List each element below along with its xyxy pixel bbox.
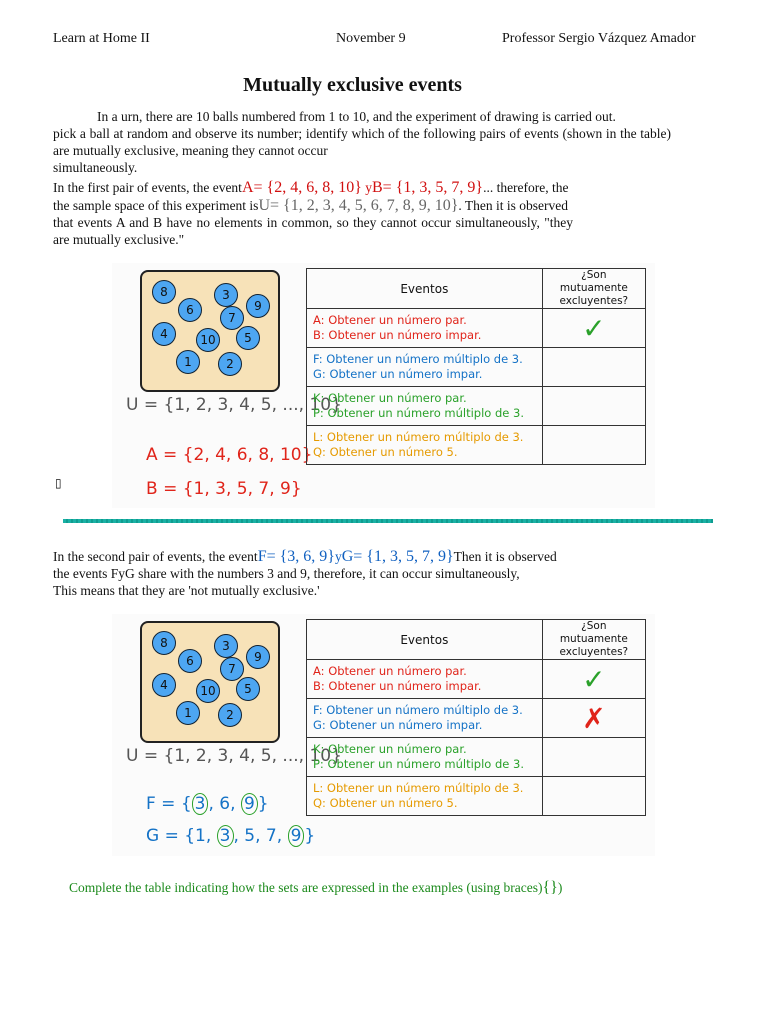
ball: 5 — [236, 677, 260, 701]
header-professor: Professor Sergio Vázquez Amador — [502, 31, 696, 46]
ball: 1 — [176, 701, 200, 725]
ball: 4 — [152, 673, 176, 697]
highlight-3: 3 — [217, 825, 234, 847]
para1-sample-space: the sample space of this experiment is — [53, 198, 259, 213]
set-a-inline: A= {2, 4, 6, 8, 10} — [241, 179, 362, 196]
event-cell: K: Obtener un número par. P: Obtener un número múltiplo de 3. — [307, 387, 543, 426]
set-u-figure: U = {1, 2, 3, 4, 5, ..., 10} — [126, 395, 342, 415]
intro-line-3: simultaneously. — [53, 160, 138, 175]
events-table-1 — [306, 268, 646, 465]
intro-line-1: In a urn, there are 10 balls numbered from 1 to 10, and the experiment of drawing is carried out. — [97, 109, 616, 124]
header-date: November 9 — [336, 31, 406, 46]
table-row — [307, 777, 646, 816]
event-cell: L: Obtener un número múltiplo de 3. Q: Obtener un número 5. — [307, 426, 543, 465]
para2-observed: Then it is observed — [453, 549, 557, 564]
figure-1 — [112, 263, 655, 508]
table-header-exclusive: ¿Son mutuamente excluyentes? — [542, 269, 645, 309]
ball: 9 — [246, 294, 270, 318]
answer-cell-empty[interactable] — [542, 738, 645, 777]
table-row — [307, 660, 646, 699]
highlight-3: 3 — [192, 793, 209, 815]
table-row — [307, 309, 646, 348]
para2-line-3: This means that they are 'not mutually exclusive.' — [53, 583, 320, 598]
events-table-2 — [306, 619, 646, 816]
ball: 7 — [220, 306, 244, 330]
ball: 5 — [236, 326, 260, 350]
braces-symbol: {} — [542, 879, 558, 896]
intro-paragraph — [53, 108, 671, 176]
set-b-inline: B= {1, 3, 5, 7, 9} — [372, 179, 484, 196]
para2-line-2: the events FyG share with the numbers 3 and 9, therefore, it can occur simultaneously, — [53, 566, 520, 581]
event-cell: K: Obtener un número par. P: Obtener un número múltiplo de 3. — [307, 738, 543, 777]
event-cell: A: Obtener un número par. B: Obtener un número impar. — [307, 660, 543, 699]
set-f-figure: F = { 3 , 6, 9 } — [146, 794, 269, 814]
highlight-9: 9 — [241, 793, 258, 815]
urn-box — [140, 621, 280, 743]
page-title: Mutually exclusive events — [243, 74, 462, 96]
ball: 7 — [220, 657, 244, 681]
figure-2 — [112, 614, 655, 856]
ball: 4 — [152, 322, 176, 346]
instruction-text: Complete the table indicating how the sets are expressed in the examples (using braces){}) — [69, 879, 563, 896]
cross-icon: ✗ — [542, 699, 645, 738]
header-course: Learn at Home II — [53, 31, 150, 46]
set-g-inline: G= {1, 3, 5, 7, 9} — [341, 548, 454, 565]
check-icon: ✓ — [542, 660, 645, 699]
check-icon: ✓ — [542, 309, 645, 348]
urn-box — [140, 270, 280, 392]
ball: 3 — [214, 634, 238, 658]
set-b-figure: B = {1, 3, 5, 7, 9} — [146, 479, 302, 499]
missing-glyph-marker: ▯ — [55, 476, 62, 490]
conj-y: y — [334, 549, 342, 564]
paragraph-first-pair — [53, 179, 673, 248]
ball: 6 — [178, 298, 202, 322]
event-cell: A: Obtener un número par. B: Obtener un número impar. — [307, 309, 543, 348]
para2-intro: In the second pair of events, the event — [53, 549, 258, 564]
para1-therefore: ... therefore, the — [483, 180, 569, 195]
table-header-events: Eventos — [307, 620, 543, 660]
set-f-inline: F= {3, 6, 9} — [257, 548, 335, 565]
table-row — [307, 738, 646, 777]
ball: 8 — [152, 280, 176, 304]
para1-intro: In the first pair of events, the event — [53, 180, 242, 195]
paragraph-second-pair — [53, 548, 673, 599]
answer-cell-empty[interactable] — [542, 387, 645, 426]
set-a-figure: A = {2, 4, 6, 8, 10} — [146, 445, 313, 465]
set-u-figure: U = {1, 2, 3, 4, 5, ..., 10} — [126, 746, 342, 766]
conj-y: y — [361, 180, 372, 195]
ball: 2 — [218, 352, 242, 376]
ball: 6 — [178, 649, 202, 673]
ball: 2 — [218, 703, 242, 727]
set-u-inline: U= {1, 2, 3, 4, 5, 6, 7, 8, 9, 10} — [258, 197, 459, 214]
answer-cell-empty[interactable] — [542, 348, 645, 387]
para1-conclusion: that events A and B have no elements in common, so they cannot occur simultaneously, "they are mutually exclusive." — [53, 215, 573, 247]
ball: 10 — [196, 328, 220, 352]
answer-cell-empty[interactable] — [542, 777, 645, 816]
table-header-events: Eventos — [307, 269, 543, 309]
ball: 10 — [196, 679, 220, 703]
answer-cell-empty[interactable] — [542, 426, 645, 465]
table-header-exclusive: ¿Son mutuamente excluyentes? — [542, 620, 645, 660]
table-row — [307, 348, 646, 387]
table-row — [307, 387, 646, 426]
event-cell: F: Obtener un número múltiplo de 3. G: Obtener un número impar. — [307, 348, 543, 387]
table-row — [307, 426, 646, 465]
ball: 9 — [246, 645, 270, 669]
ball: 3 — [214, 283, 238, 307]
section-divider — [63, 519, 713, 523]
ball: 8 — [152, 631, 176, 655]
event-cell: L: Obtener un número múltiplo de 3. Q: Obtener un número 5. — [307, 777, 543, 816]
table-row — [307, 699, 646, 738]
intro-line-2: pick a ball at random and observe its number; identify which of the following pairs of events (shown in the table) are mutually exclusive, meaning they cannot occur — [53, 126, 671, 158]
event-cell: F: Obtener un número múltiplo de 3. G: Obtener un número impar. — [307, 699, 543, 738]
set-g-figure: G = {1, 3 , 5, 7, 9 } — [146, 826, 316, 846]
ball: 1 — [176, 350, 200, 374]
para1-observed: . Then it is observed — [458, 198, 568, 213]
highlight-9: 9 — [288, 825, 305, 847]
